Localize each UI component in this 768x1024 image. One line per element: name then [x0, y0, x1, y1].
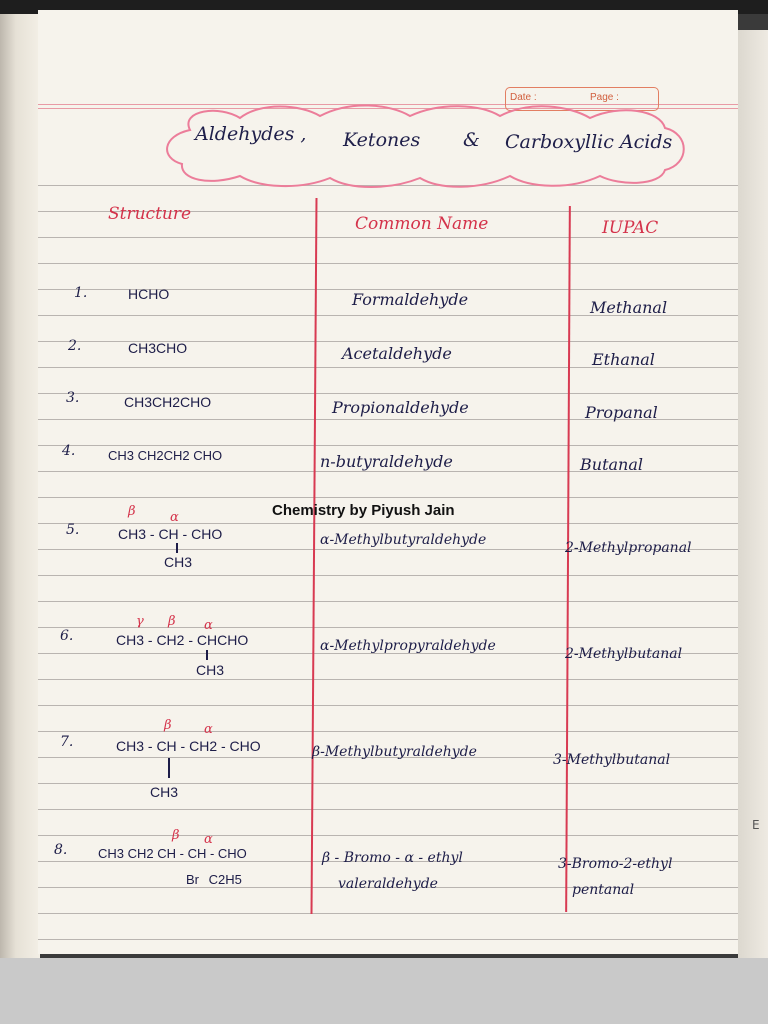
structure-formula: HCHO: [128, 286, 170, 302]
greek-beta-label: β: [172, 828, 180, 843]
structure-formula: CH3 - CH - CHO: [118, 526, 223, 542]
greek-beta-label: β: [128, 504, 136, 519]
column-header-common-name: Common Name: [355, 214, 489, 234]
title-part-acids: Carboxyllic Acids: [505, 131, 673, 153]
iupac-name: Propanal: [585, 403, 658, 422]
facing-page-mark: E: [752, 818, 760, 832]
iupac-name: 3-Methylbutanal: [553, 752, 671, 768]
row-number: 2.: [68, 338, 82, 354]
title-part-ampersand: &: [463, 129, 480, 151]
title-part-ketones: Ketones: [343, 129, 421, 151]
row-number: 5.: [66, 522, 80, 538]
structure-formula: CH3CH2CHO: [124, 394, 212, 410]
iupac-name-line-2: pentanal: [572, 882, 635, 898]
iupac-name: 3-Bromo-2-ethyl: [558, 856, 673, 872]
iupac-name: Methanal: [590, 298, 668, 317]
branch-bond: [206, 650, 208, 660]
row-number: 8.: [54, 842, 68, 858]
row-number: 7.: [60, 734, 74, 750]
row-number: 6.: [60, 628, 74, 644]
iupac-name: Butanal: [580, 455, 643, 474]
column-header-iupac: IUPAC: [602, 218, 659, 238]
row-number: 3.: [66, 390, 80, 406]
row-number: 1.: [74, 285, 88, 301]
greek-alpha-label: α: [204, 618, 213, 633]
greek-gamma-label: γ: [136, 614, 144, 629]
common-name: Acetaldehyde: [342, 344, 452, 363]
row-number: 4.: [62, 443, 76, 459]
structure-formula: CH3 CH2CH2 CHO: [108, 448, 223, 463]
common-name: β-Methylbutyraldehyde: [312, 744, 477, 760]
page-title: [195, 121, 695, 161]
greek-beta-label: β: [164, 718, 172, 733]
title-part-aldehydes: Aldehydes ,: [195, 123, 307, 145]
common-name-line-2: valeraldehyde: [338, 876, 438, 892]
notebook-binding-edge: [0, 14, 40, 958]
common-name: α-Methylbutyraldehyde: [320, 532, 487, 548]
iupac-name: Ethanal: [592, 350, 655, 369]
structure-branch: CH3: [196, 662, 225, 678]
structure-formula: CH3CHO: [128, 340, 188, 356]
common-name: Formaldehyde: [352, 290, 469, 309]
structure-formula: CH3 CH2 CH - CH - CHO: [98, 846, 247, 861]
greek-alpha-label: α: [204, 832, 213, 847]
structure-branch: Br C2H5: [186, 872, 242, 887]
greek-beta-label: β: [168, 614, 176, 629]
structure-branch: CH3: [164, 554, 193, 570]
common-name: Propionaldehyde: [332, 398, 469, 417]
common-name: α-Methylpropyraldehyde: [320, 638, 496, 654]
branch-bond: [168, 758, 170, 778]
date-label: Date :: [510, 92, 537, 103]
structure-formula: CH3 - CH2 - CHCHO: [116, 632, 249, 648]
structure-formula: CH3 - CH - CH2 - CHO: [116, 738, 261, 754]
scan-bottom-edge: [0, 958, 768, 1024]
page-label: Page :: [590, 92, 619, 103]
column-header-structure: Structure: [108, 204, 192, 224]
greek-alpha-label: α: [170, 510, 179, 525]
branch-bond: [176, 543, 178, 553]
structure-branch: CH3: [150, 784, 179, 800]
common-name: n-butyraldehyde: [320, 452, 453, 471]
iupac-name: 2-Methylpropanal: [565, 540, 692, 556]
common-name: β - Bromo - α - ethyl: [322, 850, 463, 866]
greek-alpha-label: α: [204, 722, 213, 737]
iupac-name: 2-Methylbutanal: [565, 646, 683, 662]
watermark-text: Chemistry by Piyush Jain: [272, 502, 455, 519]
